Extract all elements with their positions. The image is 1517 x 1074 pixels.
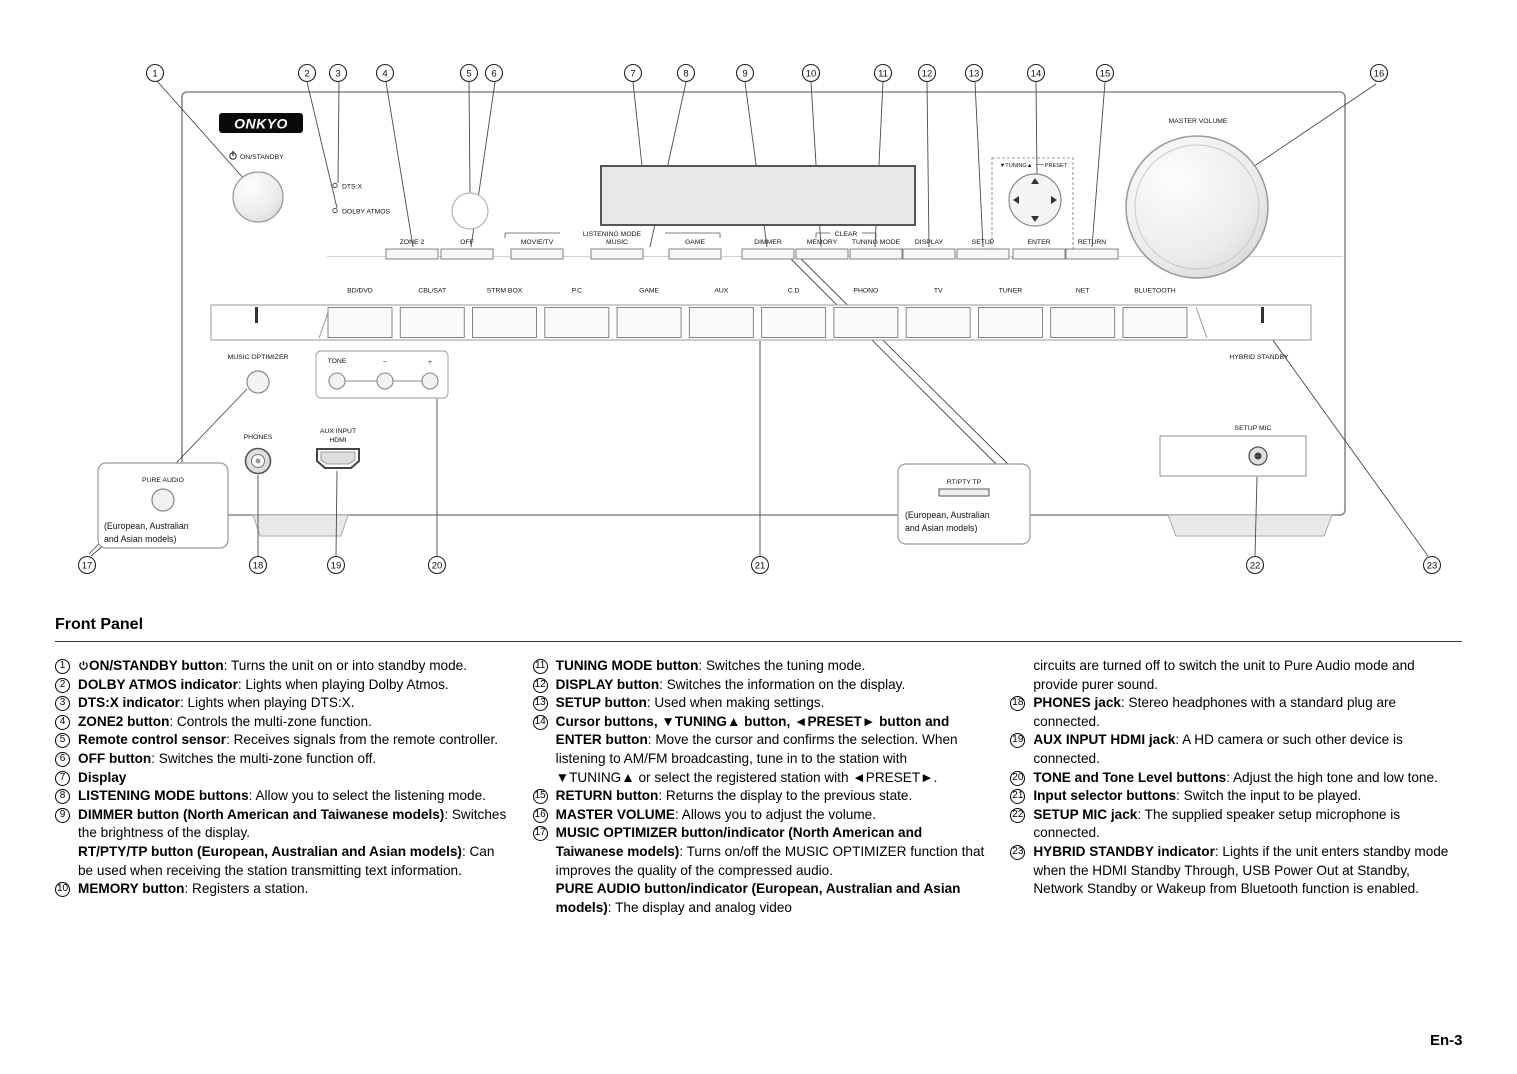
- legend-item-10: [55, 880, 507, 899]
- svg-text:11: 11: [878, 68, 888, 80]
- power-icon: [78, 658, 89, 673]
- svg-text:7: 7: [630, 68, 636, 80]
- svg-text:DISPLAY: DISPLAY: [914, 239, 944, 246]
- legend-item-18: [1010, 694, 1462, 731]
- svg-text:CLEAR: CLEAR: [834, 231, 858, 238]
- master-volume-label: MASTER VOLUME: [1168, 118, 1228, 125]
- svg-text:18: 18: [252, 560, 264, 572]
- tone-plus-button: [422, 373, 438, 389]
- callout-17: [79, 557, 96, 574]
- svg-text:23: 23: [1426, 560, 1438, 572]
- item-text: MUSIC OPTIMIZER button/indicator (North American and Taiwanese models): Turns on/off the MUSIC OPTIMIZER function that improves the quality of the compressed audio. PURE AUDIO button/indicator (European, Australian and Asian models): The display and analog video: [555, 825, 985, 915]
- legend-item-9: [55, 806, 507, 880]
- item-number: 18: [1010, 696, 1025, 711]
- on-standby-label: ON/STANDBY: [240, 154, 284, 161]
- brand-logo: [219, 113, 303, 133]
- item-text: DIMMER button (North American and Taiwanese models): Switches the brightness of the display. RT/PTY/TP button (European, Australian and Asian models): Can be used when receiving the station transmitting text information.: [78, 806, 507, 878]
- aux-input-hdmi-jack: [317, 428, 359, 468]
- svg-text:5: 5: [466, 68, 472, 80]
- item-number: 20: [1010, 771, 1025, 786]
- item-number: 4: [55, 715, 70, 730]
- svg-text:MEMORY: MEMORY: [806, 239, 838, 246]
- item-text: HYBRID STANDBY indicator: Lights if the unit enters standby mode when the HDMI Standby Through, USB Power Out at Standby, Network Standby or Wakeup from Bluetooth function is enabled.: [1033, 843, 1449, 897]
- item-text: circuits are turned off to switch the unit to Pure Audio mode and provide purer sound.: [1033, 658, 1415, 692]
- rt-pty-tp-button: [939, 489, 989, 496]
- callout-18: [250, 557, 267, 574]
- item-text: DISPLAY button: Switches the information on the display.: [555, 676, 906, 692]
- section-divider: [55, 641, 1462, 642]
- legend-item-8: [55, 787, 507, 806]
- preset-label: PRESET: [1044, 163, 1068, 169]
- svg-text:MUSIC OPTIMIZER: MUSIC OPTIMIZER: [227, 354, 289, 361]
- svg-text:HDMI: HDMI: [329, 437, 347, 444]
- callout-11: [875, 65, 892, 82]
- item-number: 12: [533, 678, 548, 693]
- legend-item-7: [55, 769, 507, 788]
- item-number: 23: [1010, 845, 1025, 860]
- legend-item-16: [533, 806, 985, 825]
- svg-text:OFF: OFF: [460, 239, 474, 246]
- svg-text:12: 12: [921, 68, 933, 80]
- legend-section: [55, 616, 1462, 917]
- item-text: OFF button: Switches the multi-zone function off.: [78, 750, 377, 766]
- callout-10: [803, 65, 820, 82]
- callout-22: [1247, 557, 1264, 574]
- svg-text:TV: TV: [933, 287, 943, 295]
- phones-jack: [244, 434, 273, 474]
- svg-text:PHONO: PHONO: [853, 287, 879, 295]
- callout-15: [1097, 65, 1114, 82]
- item-text: PHONES jack: Stereo headphones with a standard plug are connected.: [1033, 695, 1397, 729]
- svg-text:CBL/SAT: CBL/SAT: [418, 287, 447, 295]
- legend-item-5: [55, 731, 507, 750]
- svg-text:SETUP: SETUP: [971, 239, 995, 246]
- item-number: 8: [55, 789, 70, 804]
- legend-item-21: [1010, 787, 1462, 806]
- item-number: 15: [533, 789, 548, 804]
- svg-text:17: 17: [81, 560, 93, 572]
- page-number: En-3: [1430, 1032, 1463, 1049]
- legend-column-2: [533, 657, 985, 917]
- legend-column-1: [55, 657, 507, 917]
- callouts-bottom: [79, 557, 1441, 574]
- pure-audio-label: PURE AUDIO: [142, 477, 184, 484]
- legend-item-3: [55, 694, 507, 713]
- item-text: AUX INPUT HDMI jack: A HD camera or such other device is connected.: [1033, 732, 1403, 766]
- svg-text:13: 13: [968, 68, 980, 80]
- rt-pty-tp-callout: [898, 464, 1030, 544]
- svg-text:21: 21: [754, 560, 766, 572]
- svg-text:ENTER: ENTER: [1027, 239, 1051, 246]
- item-number: 17: [533, 826, 548, 841]
- legend-item-23: [1010, 843, 1462, 899]
- standby-knob: [233, 172, 283, 222]
- legend-item-20: [1010, 769, 1462, 788]
- left-foot: [253, 515, 348, 536]
- callout-4: [377, 65, 394, 82]
- pure-audio-callout: [98, 463, 228, 548]
- front-display: [601, 166, 915, 225]
- item-text: Display: [78, 769, 127, 785]
- item-text: SETUP button: Used when making settings.: [555, 695, 825, 711]
- item-text: MEMORY button: Registers a station.: [78, 881, 309, 897]
- item-number: 16: [533, 808, 548, 823]
- callout-21: [752, 557, 769, 574]
- remote-control-sensor: [452, 193, 488, 229]
- legend-column-3: [1010, 657, 1462, 917]
- item-number: 9: [55, 808, 70, 823]
- svg-text:ZONE 2: ZONE 2: [399, 239, 425, 246]
- item-number: 22: [1010, 808, 1025, 823]
- item-number: 13: [533, 696, 548, 711]
- svg-text:16: 16: [1373, 68, 1385, 80]
- svg-text:RETURN: RETURN: [1077, 239, 1107, 246]
- item-number: 3: [55, 696, 70, 711]
- svg-text:MUSIC: MUSIC: [606, 239, 628, 246]
- callout-13: [966, 65, 983, 82]
- callout-3: [330, 65, 347, 82]
- svg-text:8: 8: [683, 68, 689, 80]
- brand-text: ONKYO: [234, 115, 288, 132]
- item-text: SETUP MIC jack: The supplied speaker setup microphone is connected.: [1033, 806, 1401, 841]
- svg-text:MOVIE/TV: MOVIE/TV: [520, 239, 554, 246]
- callout-16: [1371, 65, 1388, 82]
- legend-item-4: [55, 713, 507, 732]
- pure-audio-button: [152, 489, 174, 511]
- rt-pty-tp-label: RT/PTY TP: [946, 479, 982, 486]
- tone-minus-button: [377, 373, 393, 389]
- svg-text:AUX: AUX: [714, 287, 729, 295]
- music-optimizer-led: [255, 307, 258, 323]
- svg-text:STRM BOX: STRM BOX: [486, 287, 523, 295]
- item-number: 10: [55, 882, 70, 897]
- callout-2: [299, 65, 316, 82]
- legend-item-15: [533, 787, 985, 806]
- item-text: Remote control sensor: Receives signals from the remote controller.: [78, 732, 499, 748]
- svg-text:and Asian models): and Asian models): [104, 534, 177, 544]
- item-number: 2: [55, 678, 70, 693]
- legend-item-1: [55, 657, 507, 676]
- callout-1: [147, 65, 164, 82]
- svg-text:6: 6: [491, 68, 497, 80]
- svg-text:NET: NET: [1075, 287, 1090, 295]
- svg-text:LISTENING MODE: LISTENING MODE: [582, 231, 642, 238]
- legend-item-continuation: [1010, 657, 1462, 694]
- callout-6: [486, 65, 503, 82]
- svg-text:2: 2: [304, 68, 310, 80]
- item-text: TONE and Tone Level buttons: Adjust the high tone and low tone.: [1033, 769, 1438, 785]
- item-text: Input selector buttons: Switch the input to be played.: [1033, 788, 1362, 804]
- svg-text:10: 10: [805, 68, 817, 80]
- callouts-top: [147, 65, 1388, 82]
- callout-23: [1424, 557, 1441, 574]
- legend-item-2: [55, 676, 507, 695]
- svg-text:TUNER: TUNER: [998, 287, 1023, 295]
- svg-text:P.C: P.C: [571, 287, 583, 295]
- svg-text:(European, Australian: (European, Australian: [905, 510, 990, 520]
- item-number: 6: [55, 752, 70, 767]
- item-text: ZONE2 button: Controls the multi-zone function.: [78, 713, 372, 729]
- item-number: 11: [533, 659, 548, 674]
- legend-item-13: [533, 694, 985, 713]
- item-text: MASTER VOLUME: Allows you to adjust the volume.: [555, 806, 876, 822]
- tone-minus-label: −: [383, 359, 387, 366]
- legend-item-17: [533, 824, 985, 917]
- svg-text:9: 9: [742, 68, 748, 80]
- item-number: 1: [55, 659, 70, 674]
- item-text: LISTENING MODE buttons: Allow you to select the listening mode.: [78, 788, 486, 804]
- callout-14: [1028, 65, 1045, 82]
- hybrid-standby-label: HYBRID STANDBY: [1229, 354, 1289, 361]
- item-number: 7: [55, 771, 70, 786]
- svg-text:20: 20: [431, 560, 443, 572]
- panel-button-tuning-mode: [850, 239, 902, 259]
- section-title: Front Panel: [55, 616, 144, 633]
- legend-item-12: [533, 676, 985, 695]
- item-text: ON/STANDBY button: Turns the unit on or into standby mode.: [78, 657, 507, 676]
- callout-20: [429, 557, 446, 574]
- legend-item-22: [1010, 806, 1462, 843]
- svg-text:19: 19: [330, 560, 342, 572]
- svg-text:14: 14: [1030, 68, 1042, 80]
- legend-columns: [55, 657, 1462, 917]
- callout-12: [919, 65, 936, 82]
- hybrid-standby-led: [1261, 307, 1264, 323]
- item-text: DTS:X indicator: Lights when playing DTS:X.: [78, 695, 355, 711]
- item-text: RETURN button: Returns the display to the previous state.: [555, 788, 913, 804]
- callout-8: [678, 65, 695, 82]
- tone-button: [329, 373, 345, 389]
- item-number: 19: [1010, 733, 1025, 748]
- callout-19: [328, 557, 345, 574]
- svg-text:TUNING MODE: TUNING MODE: [851, 239, 901, 246]
- svg-text:and Asian models): and Asian models): [905, 523, 978, 533]
- svg-text:GAME: GAME: [639, 287, 660, 295]
- svg-text:4: 4: [382, 68, 388, 80]
- right-foot: [1168, 515, 1332, 536]
- svg-text:DIMMER: DIMMER: [754, 239, 782, 246]
- legend-item-11: [533, 657, 985, 676]
- svg-text:GAME: GAME: [684, 239, 706, 246]
- svg-text:(European, Australian: (European, Australian: [104, 521, 189, 531]
- callout-5: [461, 65, 478, 82]
- svg-text:22: 22: [1249, 560, 1261, 572]
- item-number: 14: [533, 715, 548, 730]
- item-text: DOLBY ATMOS indicator: Lights when playing Dolby Atmos.: [78, 676, 449, 692]
- callout-7: [625, 65, 642, 82]
- tuning-label: ▼TUNING▲: [999, 163, 1033, 169]
- callout-9: [737, 65, 754, 82]
- item-text: TUNING MODE button: Switches the tuning mode.: [555, 658, 866, 673]
- item-text: Cursor buttons, ▼TUNING▲ button, ◄PRESET► button and ENTER button: Move the cursor and confirms the selection. When listening to AM/FM broadcasting, tune in to the station with ▼TUNING▲ or select the registered station with ◄PRESET►.: [555, 713, 958, 785]
- svg-text:BD/DVD: BD/DVD: [347, 287, 373, 295]
- svg-text:DOLBY ATMOS: DOLBY ATMOS: [342, 208, 391, 216]
- svg-text:C.D: C.D: [787, 287, 800, 295]
- item-number: 21: [1010, 789, 1025, 804]
- svg-text:15: 15: [1099, 68, 1111, 80]
- legend-item-19: [1010, 731, 1462, 768]
- svg-text:BLUETOOTH: BLUETOOTH: [1134, 287, 1176, 295]
- svg-text:1: 1: [152, 68, 158, 80]
- item-number: 5: [55, 733, 70, 748]
- svg-text:3: 3: [335, 68, 341, 80]
- svg-text:PHONES: PHONES: [243, 434, 273, 441]
- svg-text:DTS:X: DTS:X: [342, 183, 363, 191]
- tone-label: TONE: [327, 358, 347, 365]
- legend-item-6: [55, 750, 507, 769]
- dolby-atmos-indicator: [333, 208, 391, 215]
- tone-plus-label: +: [428, 359, 432, 366]
- svg-text:AUX INPUT: AUX INPUT: [319, 428, 357, 435]
- svg-text:SETUP MIC: SETUP MIC: [1234, 425, 1272, 432]
- legend-item-14: [533, 713, 985, 787]
